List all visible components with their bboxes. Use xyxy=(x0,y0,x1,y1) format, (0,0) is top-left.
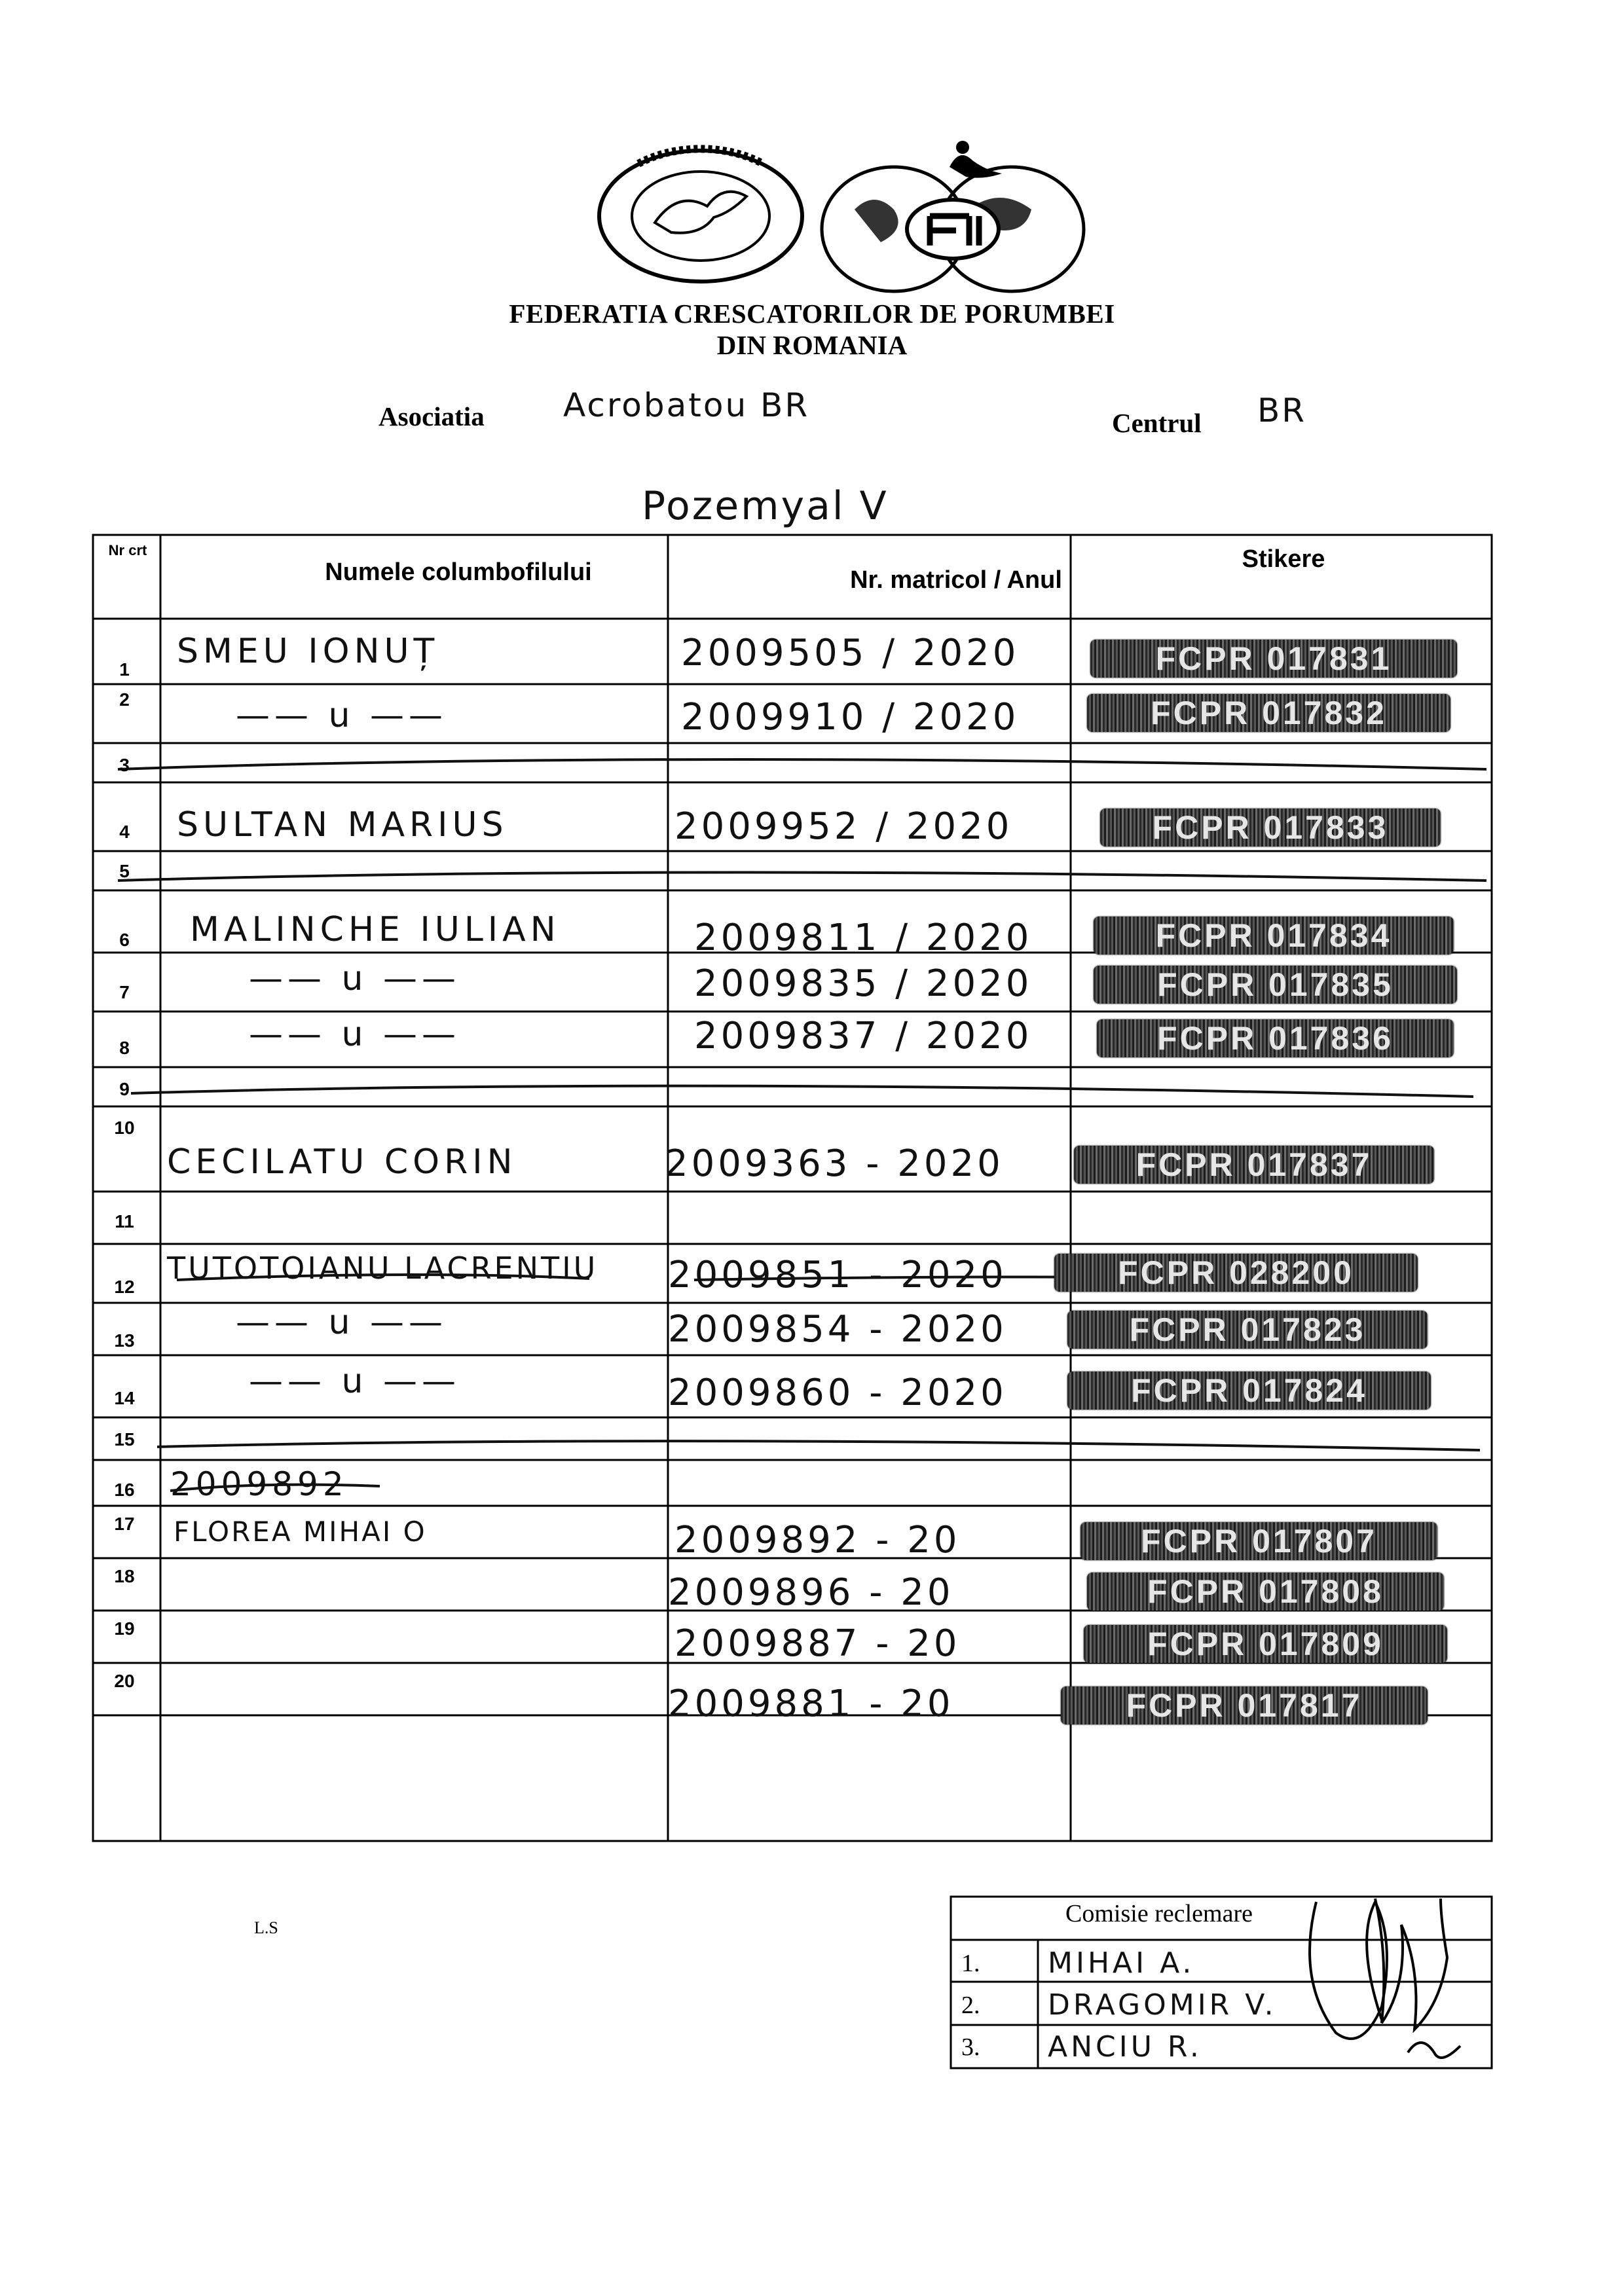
member-name: ANCIU R. xyxy=(1048,2030,1202,2064)
row-number: 9 xyxy=(119,1079,130,1099)
row-matricol: 2009881 - 20 xyxy=(668,1683,954,1725)
row-number: 15 xyxy=(114,1429,135,1449)
column-header-stikere: Stikere xyxy=(1242,545,1325,573)
row-number: 3 xyxy=(119,755,130,775)
row-number: 14 xyxy=(114,1388,135,1408)
asociatia-value: Acrobatou BR xyxy=(563,386,810,424)
ls-mark: L.S xyxy=(254,1918,278,1937)
row-name: —— u —— xyxy=(249,1015,461,1054)
row-sticker: FCPR 017823 xyxy=(1067,1311,1428,1349)
row-number: 13 xyxy=(114,1330,135,1351)
centrul-label: Centrul xyxy=(1112,408,1202,438)
row-number: 18 xyxy=(114,1566,135,1586)
federation-subtitle: DIN ROMANIA xyxy=(716,330,908,360)
row-matricol: 2009811 / 2020 xyxy=(694,917,1033,959)
federation-title: FEDERATIA CRESCATORILOR DE PORUMBEI xyxy=(509,299,1115,329)
row-matricol: 2009896 - 20 xyxy=(668,1571,954,1614)
member-name: MIHAI A. xyxy=(1048,1946,1195,1980)
row-matricol: 2009854 - 2020 xyxy=(668,1308,1007,1351)
commission-title: Comisie reclemare xyxy=(1065,1900,1253,1927)
member-number: 1. xyxy=(961,1950,980,1977)
row-sticker: FCPR 017807 xyxy=(1080,1522,1437,1560)
row-number: 2 xyxy=(119,689,130,710)
fcpr-logo xyxy=(593,144,809,295)
row-matricol: 2009910 / 2020 xyxy=(681,696,1020,738)
row-name: SMEU IONUȚ xyxy=(177,632,439,671)
row-matricol: 2009363 - 2020 xyxy=(665,1142,1004,1185)
row-matricol: 2009505 / 2020 xyxy=(681,632,1020,674)
row-name: —— u —— xyxy=(236,696,448,735)
asociatia-label: Asociatia xyxy=(378,401,485,431)
row-matricol: 2009952 / 2020 xyxy=(674,805,1013,848)
row-sticker: FCPR 017817 xyxy=(1061,1686,1428,1724)
row-number: 16 xyxy=(114,1480,135,1500)
row-number: 19 xyxy=(114,1618,135,1639)
row-name: MALINCHE IULIAN xyxy=(190,910,561,949)
row-number: 11 xyxy=(115,1211,134,1231)
column-header-name: Numele columbofilului xyxy=(325,558,592,586)
row-matricol: 2009887 - 20 xyxy=(674,1622,961,1665)
fci-logo xyxy=(815,118,1090,295)
row-sticker: FCPR 017831 xyxy=(1090,640,1457,678)
row-sticker: FCPR 017824 xyxy=(1067,1372,1431,1410)
row-name: FLOREA MIHAI O xyxy=(174,1516,427,1548)
row-name: CECILATU CORIN xyxy=(167,1142,517,1182)
member-number: 3. xyxy=(961,2033,980,2061)
row-number: 20 xyxy=(114,1671,135,1691)
row-matricol: 2009837 / 2020 xyxy=(694,1015,1033,1057)
signature-scribble xyxy=(1310,1899,1460,2058)
handwritten-title: Pozemyal V xyxy=(642,483,889,529)
row-number: 10 xyxy=(114,1118,135,1138)
row-matricol: 2009835 / 2020 xyxy=(694,962,1033,1005)
row-sticker: FCPR 028200 xyxy=(1054,1254,1418,1292)
row-number: 4 xyxy=(119,822,130,842)
row-name: —— u —— xyxy=(249,959,461,998)
row-matricol: 2009851 - 2020 xyxy=(668,1254,1007,1296)
registration-table xyxy=(92,534,1493,1843)
row-sticker: FCPR 017836 xyxy=(1097,1019,1454,1057)
column-header-nr: Nr crt xyxy=(108,542,147,558)
row-number: 8 xyxy=(119,1038,130,1058)
row-number: 17 xyxy=(114,1514,135,1534)
row-matricol: 2009860 - 2020 xyxy=(668,1372,1007,1414)
row-sticker: FCPR 017832 xyxy=(1087,694,1450,732)
row-sticker: FCPR 017835 xyxy=(1094,966,1457,1004)
centrul-value: BR xyxy=(1257,392,1307,429)
row-number: 12 xyxy=(114,1277,135,1297)
row-name: SULTAN MARIUS xyxy=(177,805,508,845)
row-name: TUTOTOIANU LACRENTIU xyxy=(167,1250,599,1286)
row-number: 6 xyxy=(119,930,130,950)
row-sticker: FCPR 017837 xyxy=(1074,1146,1434,1184)
row-number: 5 xyxy=(119,861,130,881)
member-number: 2. xyxy=(961,1992,980,2019)
row-sticker: FCPR 017808 xyxy=(1087,1573,1444,1611)
row-number: 1 xyxy=(119,659,130,680)
column-header-matricol: Nr. matricol / Anul xyxy=(850,566,1062,594)
member-name: DRAGOMIR V. xyxy=(1048,1988,1277,2022)
row-sticker: FCPR 017809 xyxy=(1084,1625,1447,1663)
row-name: —— u —— xyxy=(236,1303,448,1342)
row-sticker: FCPR 017833 xyxy=(1100,809,1441,847)
row-sticker: FCPR 017834 xyxy=(1094,917,1454,955)
row-name: —— u —— xyxy=(249,1362,461,1401)
row-matricol: 2009892 - 20 xyxy=(674,1519,961,1561)
commission-box xyxy=(950,1895,1493,2071)
row-name: 2009892 xyxy=(170,1465,348,1503)
row-number: 7 xyxy=(119,982,130,1002)
